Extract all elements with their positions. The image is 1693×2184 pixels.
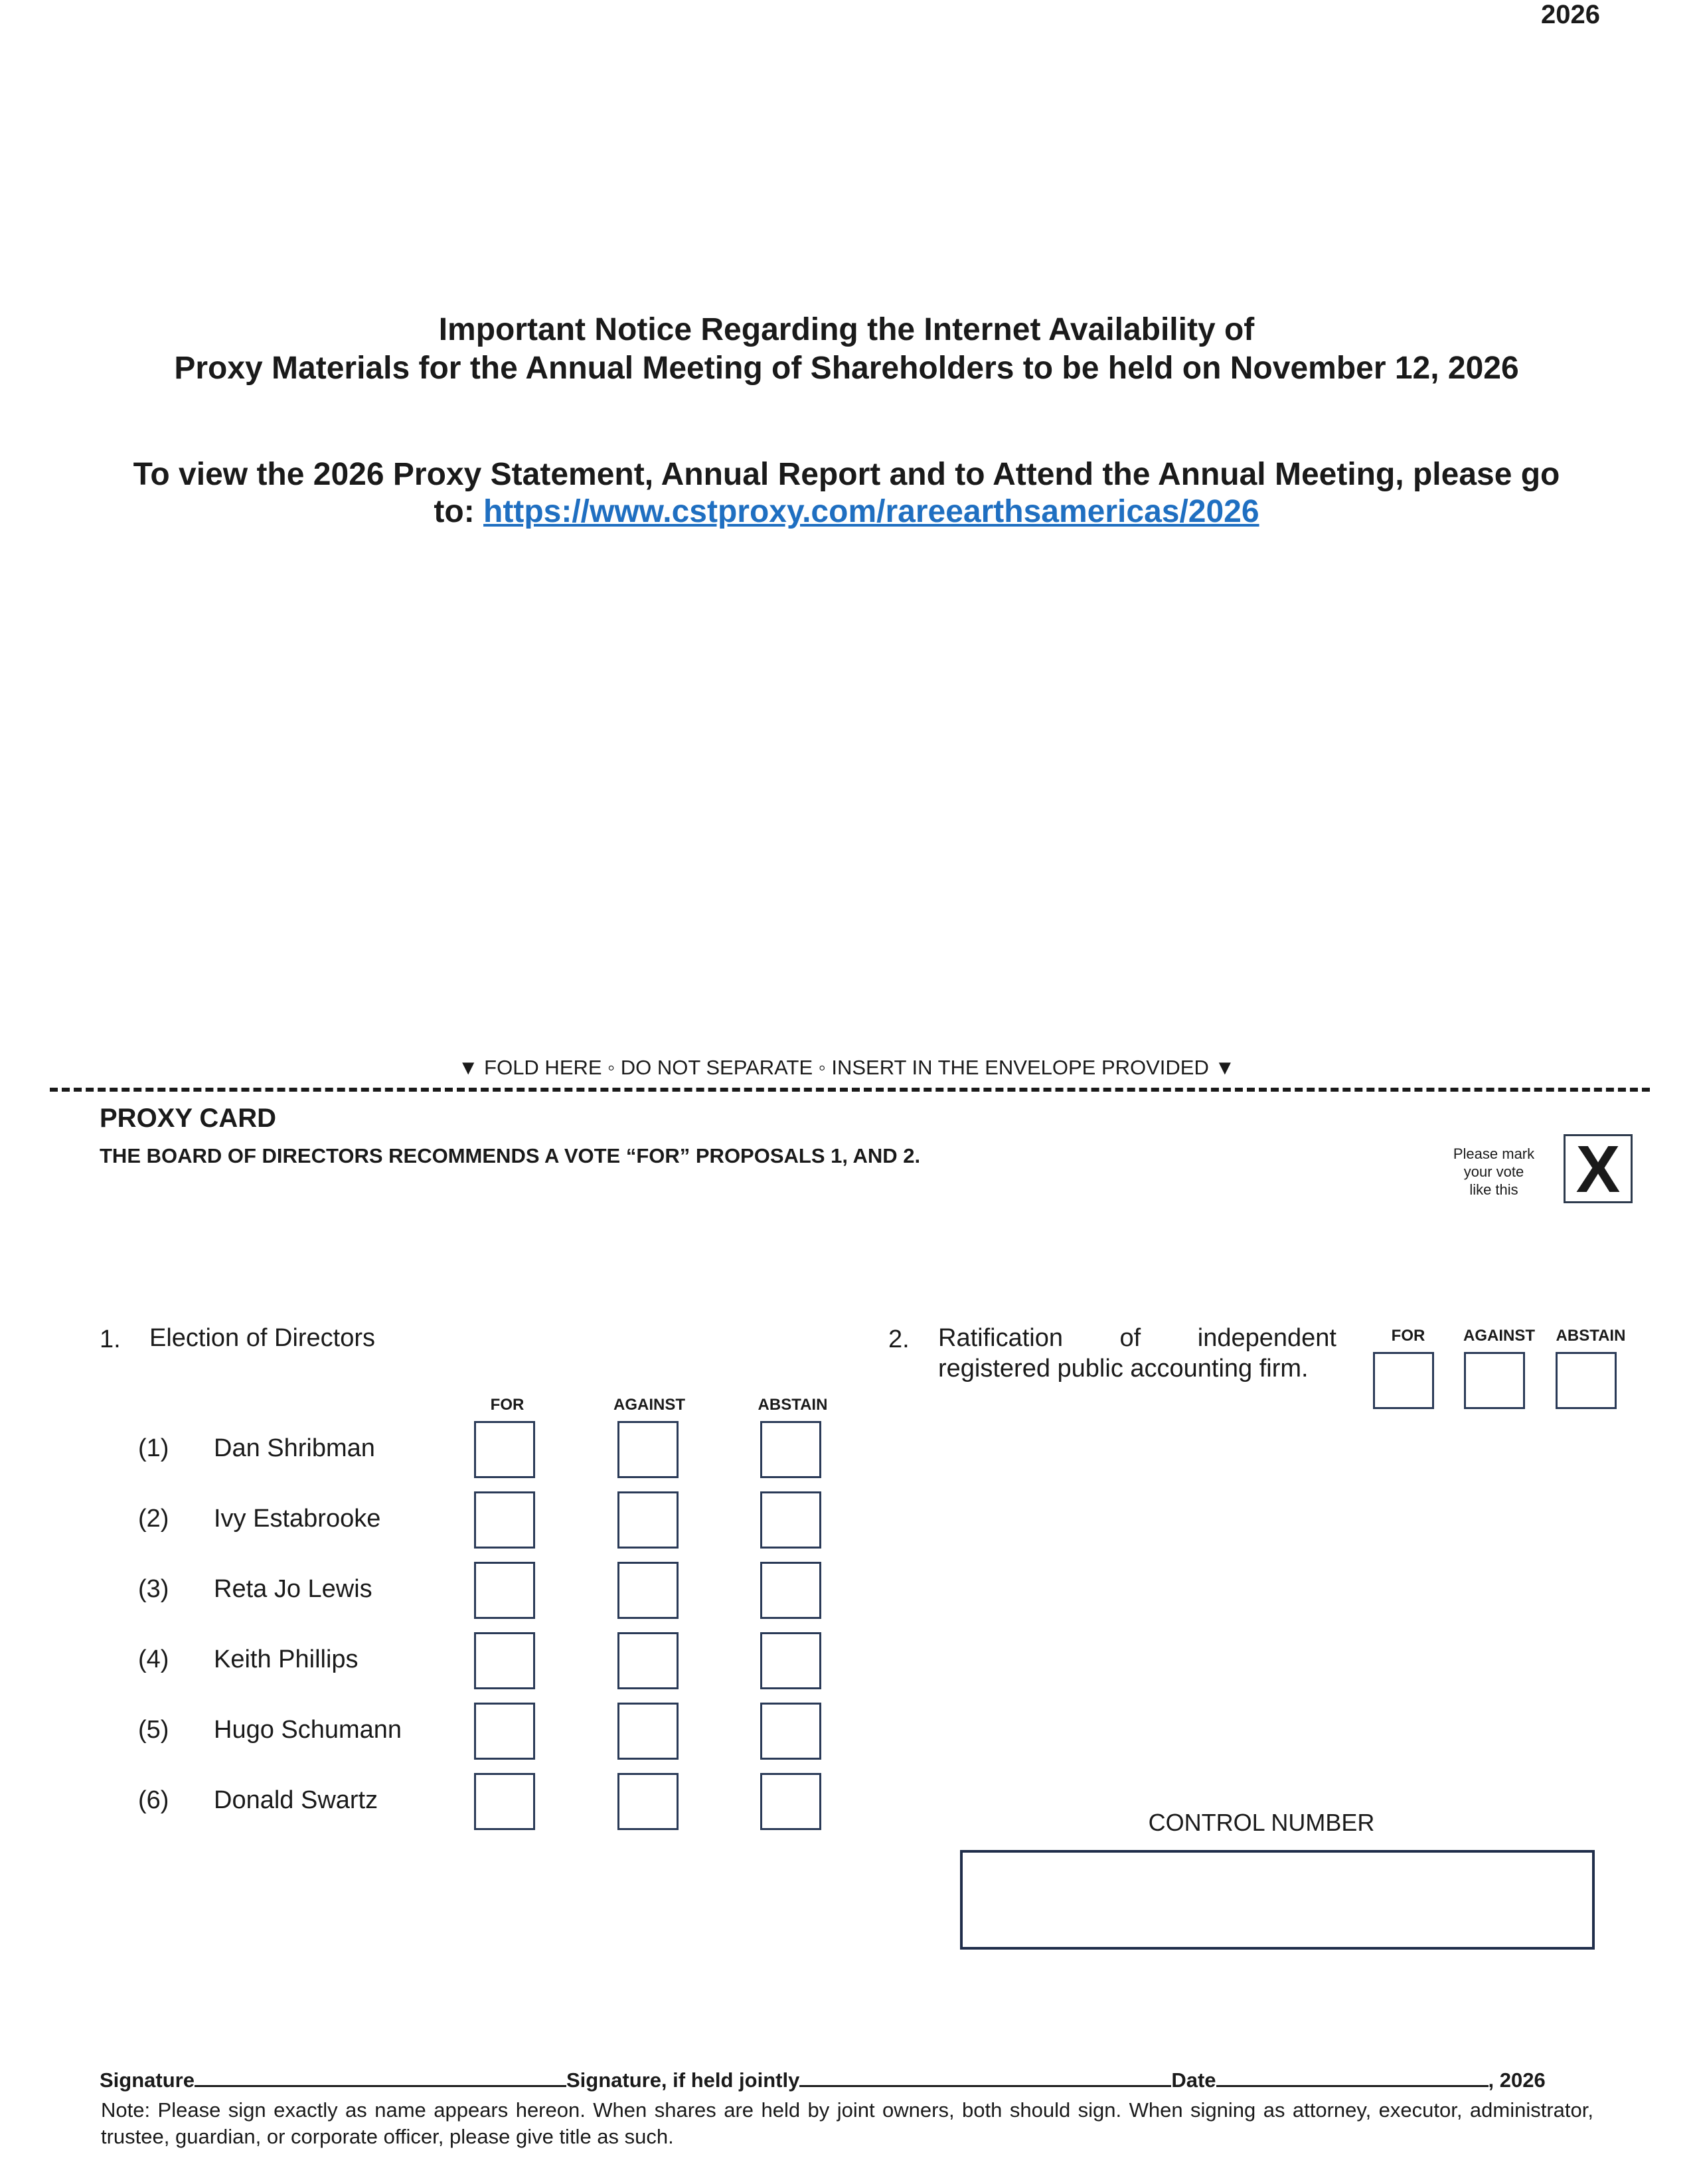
nominee-3-abstain-checkbox[interactable] bbox=[760, 1562, 821, 1619]
proposal-1-title: Election of Directors bbox=[149, 1324, 376, 1352]
proposal-2-abstain-header: ABSTAIN bbox=[1556, 1327, 1626, 1345]
nominee-number: (2) bbox=[138, 1505, 169, 1533]
nominee-name: Donald Swartz bbox=[214, 1786, 378, 1814]
proxy-materials-link[interactable]: https://www.cstproxy.com/rareearthsamericas/2026 bbox=[483, 494, 1259, 529]
proposal-2-line-1: Ratification of independent bbox=[938, 1324, 1336, 1352]
nominee-1-for-checkbox[interactable] bbox=[474, 1421, 535, 1478]
date-label: Date bbox=[1171, 2068, 1216, 2092]
joint-signature-field[interactable] bbox=[799, 2068, 1171, 2087]
mark-instruction-line: Please mark bbox=[1453, 1145, 1535, 1162]
nominee-6-abstain-checkbox[interactable] bbox=[760, 1773, 821, 1830]
nominee-3-against-checkbox[interactable] bbox=[617, 1562, 679, 1619]
proposal-1-abstain-header: ABSTAIN bbox=[758, 1396, 828, 1414]
joint-signature-label: Signature, if held jointly bbox=[566, 2068, 800, 2092]
proposal-2-for-header: FOR bbox=[1391, 1327, 1425, 1345]
proposal-2-abstain-checkbox[interactable] bbox=[1556, 1352, 1617, 1409]
signature-row bbox=[100, 2068, 1546, 2092]
fold-dashed-line bbox=[50, 1088, 1650, 1092]
control-number-label: CONTROL NUMBER bbox=[1148, 1809, 1375, 1836]
nominee-6-for-checkbox[interactable] bbox=[474, 1773, 535, 1830]
proposal-2-for-checkbox[interactable] bbox=[1373, 1352, 1434, 1409]
nominee-2-abstain-checkbox[interactable] bbox=[760, 1491, 821, 1549]
notice-line-4 bbox=[0, 493, 1693, 531]
nominee-4-against-checkbox[interactable] bbox=[617, 1632, 679, 1689]
mark-instruction-line: your vote bbox=[1463, 1163, 1524, 1180]
nominee-number: (3) bbox=[138, 1575, 169, 1603]
proposal-1-against-header: AGAINST bbox=[613, 1396, 685, 1414]
nominee-6-against-checkbox[interactable] bbox=[617, 1773, 679, 1830]
nominee-name: Dan Shribman bbox=[214, 1434, 375, 1462]
nominee-5-for-checkbox[interactable] bbox=[474, 1703, 535, 1760]
nominee-number: (6) bbox=[138, 1786, 169, 1814]
nominee-number: (1) bbox=[138, 1434, 169, 1462]
notice-line-2: Proxy Materials for the Annual Meeting of Shareholders to be held on November 12, 2026 bbox=[174, 351, 1519, 386]
mark-instruction-line: like this bbox=[1469, 1181, 1518, 1198]
nominee-name: Reta Jo Lewis bbox=[214, 1575, 372, 1603]
nominee-number: (5) bbox=[138, 1716, 169, 1744]
nominee-name: Ivy Estabrooke bbox=[214, 1505, 381, 1533]
mark-instruction bbox=[1441, 1145, 1547, 1199]
fold-instruction: ▼ FOLD HERE ◦ DO NOT SEPARATE ◦ INSERT IN THE ENVELOPE PROVIDED ▼ bbox=[457, 1056, 1236, 1079]
nominee-name: Hugo Schumann bbox=[214, 1716, 402, 1744]
board-recommendation: THE BOARD OF DIRECTORS RECOMMENDS A VOTE “FOR” PROPOSALS 1, AND 2. bbox=[100, 1144, 921, 1167]
nominee-number: (4) bbox=[138, 1645, 169, 1673]
nominee-4-abstain-checkbox[interactable] bbox=[760, 1632, 821, 1689]
date-field[interactable] bbox=[1216, 2068, 1489, 2087]
proxy-card-title: PROXY CARD bbox=[100, 1104, 276, 1133]
nominee-4-for-checkbox[interactable] bbox=[474, 1632, 535, 1689]
notice-to-label: to: bbox=[434, 494, 475, 529]
proposal-2-line-2: registered public accounting firm. bbox=[938, 1355, 1309, 1383]
nominee-2-for-checkbox[interactable] bbox=[474, 1491, 535, 1549]
nominee-3-for-checkbox[interactable] bbox=[474, 1562, 535, 1619]
signature-label: Signature bbox=[100, 2068, 195, 2092]
proposal-1-number: 1. bbox=[100, 1325, 121, 1353]
proposal-2-against-header: AGAINST bbox=[1463, 1327, 1535, 1345]
proposal-1-for-header: FOR bbox=[490, 1396, 524, 1414]
mark-example-box: X bbox=[1564, 1134, 1633, 1203]
proposal-2-number: 2. bbox=[888, 1325, 910, 1353]
proposal-2-against-checkbox[interactable] bbox=[1464, 1352, 1525, 1409]
signing-note: Note: Please sign exactly as name appears hereon. When shares are held by joint owners, both should sign. When signing as attorney, executor, administrator, trustee, guardian, or corporate officer, please give title as such. bbox=[101, 2098, 1593, 2148]
nominee-5-against-checkbox[interactable] bbox=[617, 1703, 679, 1760]
notice-line-3: To view the 2026 Proxy Statement, Annual Report and to Attend the Annual Meeting, please go bbox=[133, 457, 1560, 492]
nominee-name: Keith Phillips bbox=[214, 1645, 359, 1673]
notice-line-1: Important Notice Regarding the Internet Availability of bbox=[438, 312, 1255, 347]
nominee-1-against-checkbox[interactable] bbox=[617, 1421, 679, 1478]
nominee-1-abstain-checkbox[interactable] bbox=[760, 1421, 821, 1478]
date-year-suffix: , 2026 bbox=[1488, 2068, 1546, 2092]
signature-field[interactable] bbox=[195, 2068, 566, 2087]
nominee-2-against-checkbox[interactable] bbox=[617, 1491, 679, 1549]
header-year: 2026 bbox=[1541, 0, 1600, 29]
nominee-5-abstain-checkbox[interactable] bbox=[760, 1703, 821, 1760]
control-number-box bbox=[960, 1850, 1595, 1950]
